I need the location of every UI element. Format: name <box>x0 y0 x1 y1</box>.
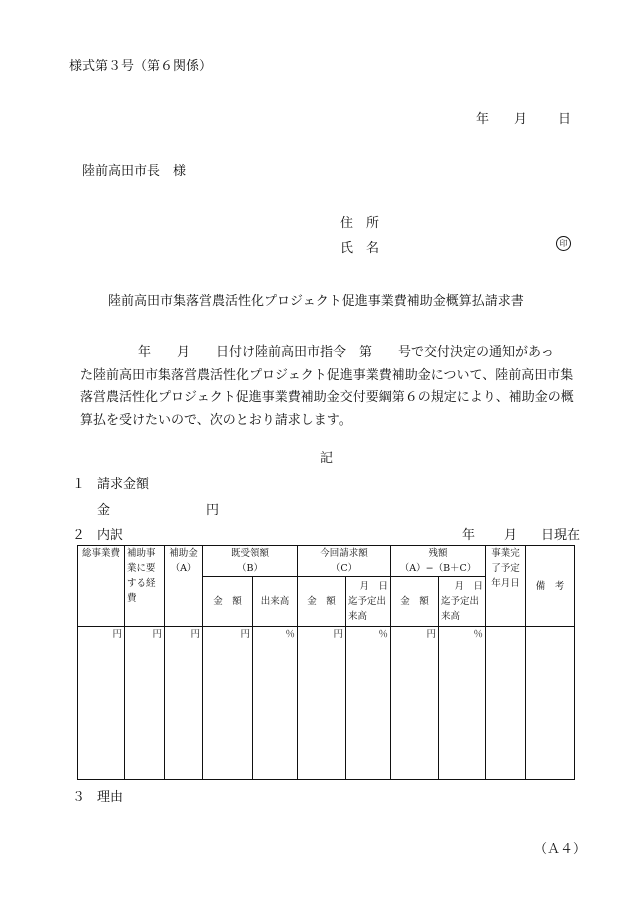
col-completion-header: 事業完 了予定 年月日 <box>486 546 526 627</box>
balance-progress-cell: ％ <box>439 627 486 780</box>
section2-number: ２ <box>72 528 86 543</box>
addressee: 陸前高田市長 様 <box>82 164 187 179</box>
paper-size: （Ａ４） <box>534 842 587 857</box>
body-line: 年 月 日付け陸前高田市指令 第 号で交付決定の通知があっ <box>138 345 554 360</box>
body-line: 算払を受けたいので、次のとおり請求します。 <box>80 412 352 428</box>
section1-number: １ <box>72 477 86 492</box>
seal-mark: 印 <box>556 236 571 251</box>
section1-label: 請求金額 <box>97 477 150 492</box>
date-month: 月 <box>514 112 528 127</box>
asof-day: 日現在 <box>541 528 581 543</box>
total-cell: 円 <box>78 627 125 780</box>
current-amount-header: 金 額 <box>298 577 346 627</box>
current-progress-cell: ％ <box>346 627 391 780</box>
amount-yen: 円 <box>206 503 220 518</box>
ki-heading: 記 <box>320 451 334 466</box>
current-until-header: 月 日 迄予定出 来高 <box>346 577 391 627</box>
name-label: 氏 名 <box>340 241 380 256</box>
col-received-header: 既受領額 （B） <box>203 546 298 577</box>
col-subsidized-header: 補助事 業に要 する経 費 <box>125 546 165 627</box>
completion-cell <box>486 627 526 780</box>
balance-until-header: 月 日 迄予定出 来高 <box>439 577 486 627</box>
balance-amount-cell: 円 <box>391 627 439 780</box>
received-progress-header: 出来高 <box>253 577 298 627</box>
current-amount-cell: 円 <box>298 627 346 780</box>
table-row <box>78 627 575 780</box>
section2-label: 内訳 <box>97 528 124 543</box>
balance-amount-header: 金 額 <box>391 577 439 627</box>
section3-number: ３ <box>72 790 86 805</box>
col-balance-header: 残額 （A）−（B＋C） <box>391 546 486 577</box>
date-year: 年 <box>476 112 490 127</box>
col-total-header: 総事業費 <box>78 546 125 627</box>
request-body <box>80 342 580 432</box>
col-subsidy-header: 補助金 （A） <box>165 546 203 627</box>
received-amount-header: 金 額 <box>203 577 253 627</box>
subsidy-cell: 円 <box>165 627 203 780</box>
body-line: 落営農活性化プロジェクト促進事業費補助金交付要綱第６の規定により、補助金の概 <box>80 390 574 405</box>
received-amount-cell: 円 <box>203 627 253 780</box>
address-label: 住 所 <box>340 216 380 231</box>
col-current-header: 今回請求額 （C） <box>298 546 391 577</box>
section3-label: 理由 <box>97 790 124 805</box>
amount-kin: 金 <box>97 503 111 518</box>
form-number: 様式第３号（第６関係） <box>69 59 213 74</box>
asof-year: 年 <box>462 528 476 543</box>
remarks-cell <box>526 627 575 780</box>
asof-month: 月 <box>504 528 518 543</box>
breakdown-table <box>77 545 575 780</box>
col-remarks-header: 備 考 <box>526 546 575 627</box>
document-title: 陸前高田市集落営農活性化プロジェクト促進事業費補助金概算払請求書 <box>108 294 524 309</box>
subsidized-cell: 円 <box>125 627 165 780</box>
body-line: た陸前高田市集落営農活性化プロジェクト促進事業費補助金について、陸前高田市集 <box>80 367 574 383</box>
received-progress-cell: ％ <box>253 627 298 780</box>
date-day: 日 <box>558 112 572 127</box>
